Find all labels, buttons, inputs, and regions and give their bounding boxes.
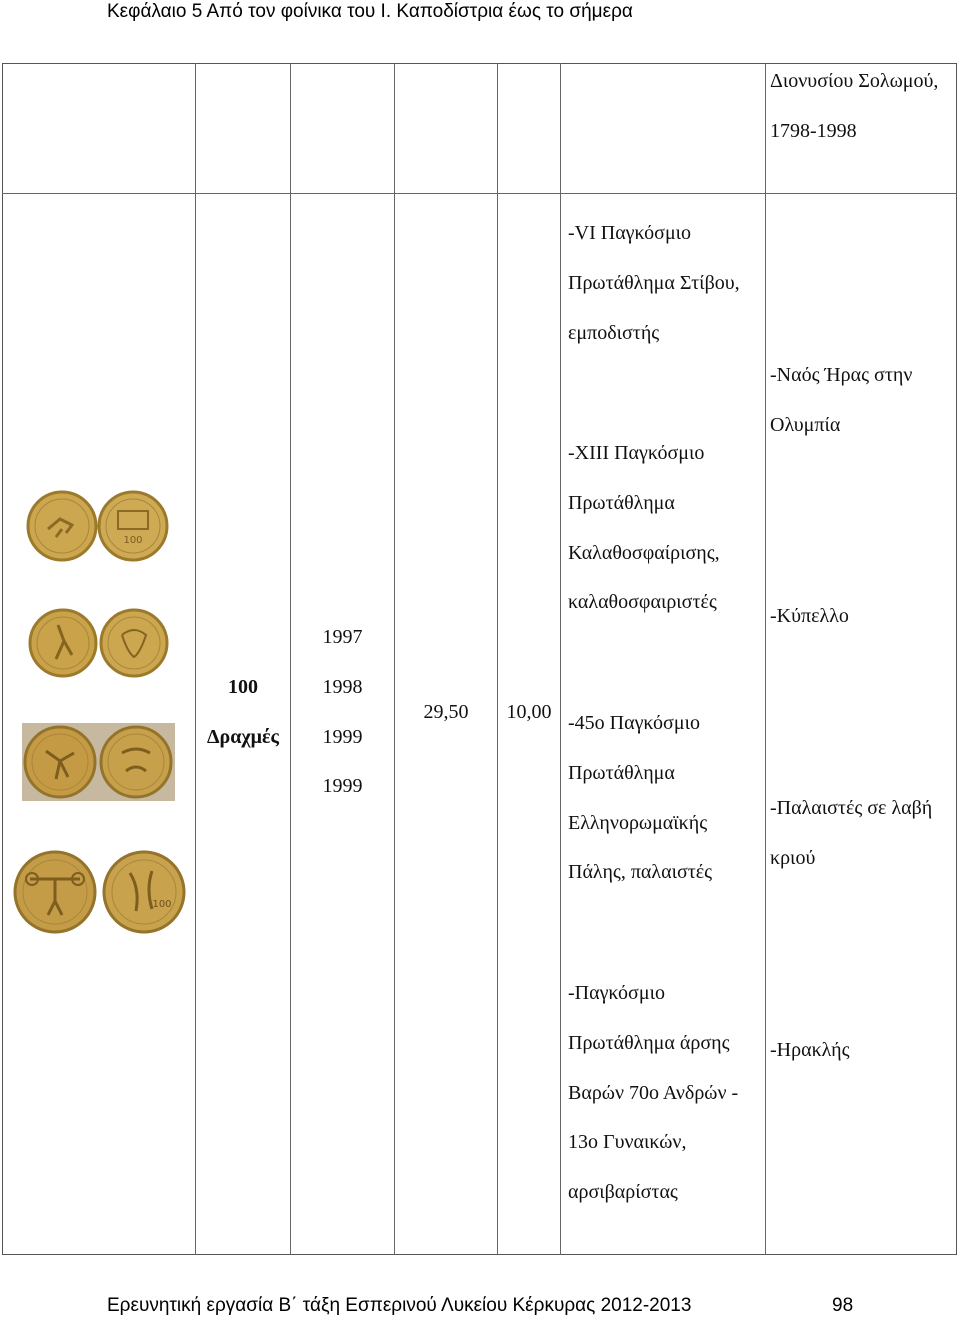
basketball-coin-image — [28, 607, 170, 679]
reverse-line: κριού — [770, 846, 816, 869]
hurdler-coin-image — [26, 489, 171, 563]
reverse-hera-temple — [770, 351, 912, 451]
year: 1999 — [322, 725, 363, 748]
weightlifting-coin-image — [12, 849, 188, 935]
year: 1997 — [322, 626, 363, 648]
theme-line: -VI Παγκόσμιο — [568, 222, 692, 244]
theme-line: Βαρών 70ο Ανδρών - — [568, 1081, 739, 1104]
theme-line: Πάλης, παλαιστές — [568, 861, 713, 884]
theme-line: Πρωτάθλημα — [568, 491, 675, 514]
svg-text:100: 100 — [123, 535, 143, 546]
column-divider — [195, 63, 196, 1255]
column-divider — [394, 63, 395, 1255]
weight-value: 10,00 — [506, 701, 552, 723]
reverse-line: -Κύπελλο — [770, 605, 849, 627]
issue-years — [291, 613, 394, 812]
theme-line: Πρωτάθλημα — [568, 761, 675, 784]
year: 1999 — [322, 775, 363, 798]
theme-line: Ελληνορωμαϊκής — [568, 811, 708, 834]
column-divider — [765, 63, 766, 1255]
theme-line: Πρωτάθλημα Στίβου, — [568, 271, 740, 294]
theme-line: αρσιβαρίστας — [568, 1181, 678, 1204]
theme-wrestling — [568, 699, 712, 898]
denomination-value: 100 — [228, 676, 258, 698]
reverse-line: -Ηρακλής — [770, 1039, 850, 1061]
reverse-line: -Παλαιστές σε λαβή — [770, 797, 933, 819]
theme-line: εμποδιστής — [568, 321, 660, 344]
svg-text:100: 100 — [152, 899, 172, 910]
reverse-cup — [770, 592, 849, 642]
top-subject-line: Διονυσίου Σολωμού, — [770, 70, 939, 92]
reverse-wrestlers — [770, 784, 932, 884]
top-subject-line: 1798-1998 — [770, 119, 857, 142]
theme-line: 13ο Γυναικών, — [568, 1131, 687, 1154]
theme-line: καλαθοσφαιριστές — [568, 591, 717, 614]
theme-weightlifting — [568, 969, 738, 1218]
wrestling-coin-image — [22, 723, 175, 801]
reverse-hercules — [770, 1026, 850, 1076]
reverse-line: -Ναός Ήρας στην — [770, 364, 913, 386]
reverse-line: Ολυμπία — [770, 413, 841, 436]
theme-line: Καλαθοσφαίρισης, — [568, 541, 720, 564]
theme-athletics — [568, 209, 740, 358]
row-divider — [2, 193, 957, 194]
page-header: Κεφάλαιο 5 Από τον φοίνικα του Ι. Καποδίστρια έως το σήμερα — [107, 1, 633, 22]
theme-basketball — [568, 429, 720, 628]
theme-line: -Παγκόσμιο — [568, 982, 665, 1004]
theme-line: -45ο Παγκόσμιο — [568, 712, 700, 734]
theme-line: -XIII Παγκόσμιο — [568, 442, 705, 464]
year: 1998 — [322, 675, 363, 698]
page-footer: Ερευνητική εργασία Β΄ τάξη Εσπερινού Λυκείου Κέρκυρας 2012-2013 — [107, 1295, 692, 1316]
top-subject — [770, 57, 938, 157]
column-divider — [560, 63, 561, 1255]
diameter-value: 29,50 — [423, 701, 469, 723]
page-number: 98 — [832, 1295, 854, 1316]
denomination — [196, 663, 290, 763]
denomination-unit: Δραχμές — [207, 725, 279, 748]
theme-line: Πρωτάθλημα άρσης — [568, 1031, 730, 1054]
column-divider — [497, 63, 498, 1255]
